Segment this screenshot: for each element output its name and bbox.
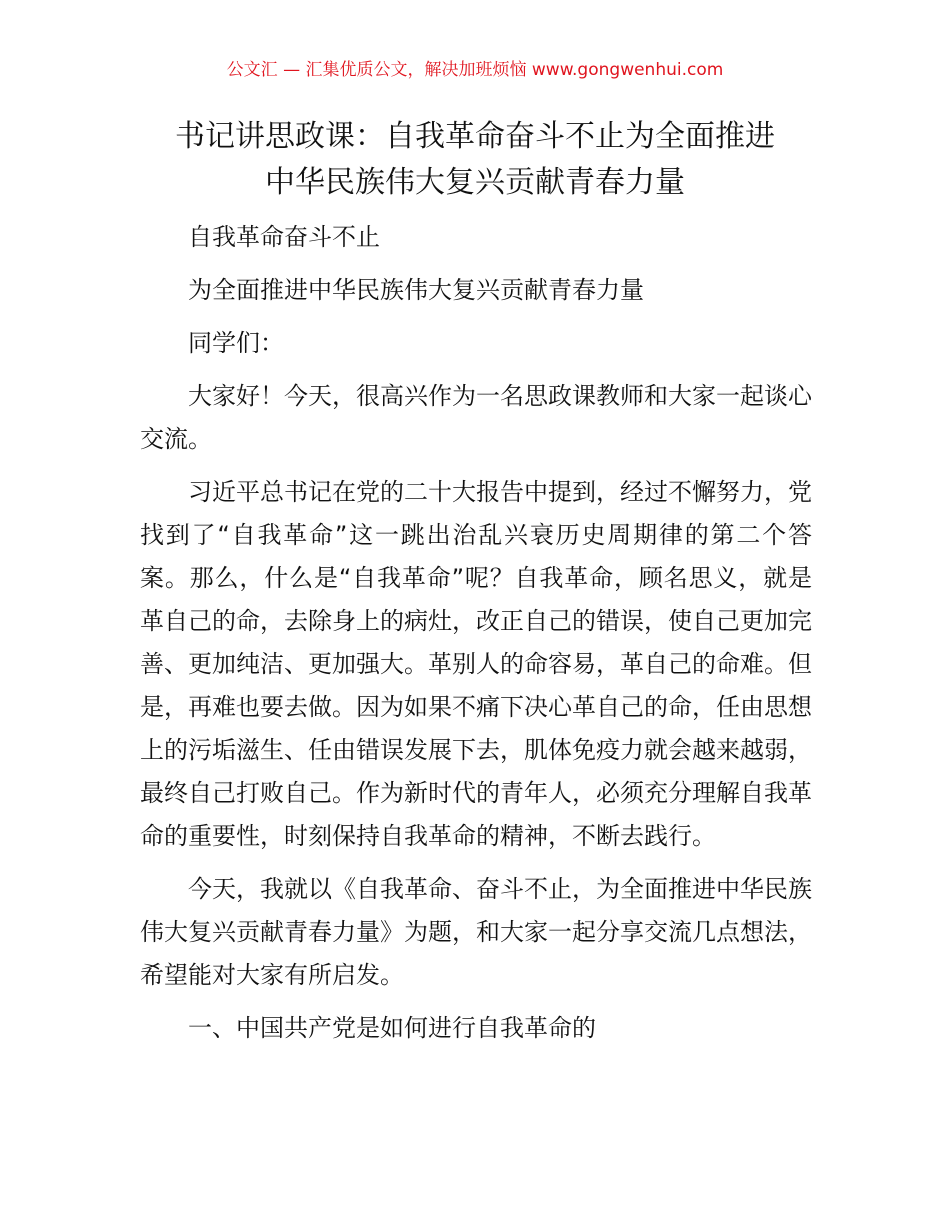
title-line-2: 中华民族伟大复兴贡献青春力量: [265, 165, 685, 200]
salutation: 同学们：: [188, 329, 284, 357]
body-paragraph: 习近平总书记在党的二十大报告中提到，经过不懈努力，党找到了“自我革命”这一跳出治乱兴衰历史周期律的第二个答案。那么，什么是“自我革命”呢？自我革命，顾名思义，就是革自己的命，去除身上的病灶，改正自己的错误，使自己更加完善、更加纯洁、更加强大。革别人的命容易，革自己的命难。但是，再难也要去做。因为如果不痛下决心革自己的命，任由思想上的污垢滋生、任由错误发展下去，肌体免疫力就会越来越弱，最终自己打败自己。作为新时代的青年人，必须充分理解自我革命的重要性，时刻保持自我革命的精神，不断去践行。: [140, 478, 812, 850]
subtitle-line-1: 自我革命奋斗不止: [188, 223, 380, 251]
subtitle-line-2: 为全面推进中华民族伟大复兴贡献青春力量: [188, 276, 644, 304]
document-title: [70, 114, 880, 206]
body-paragraph: 大家好！今天，很高兴作为一名思政课教师和大家一起谈心交流。: [140, 382, 812, 453]
section-heading: 一、中国共产党是如何进行自我革命的: [188, 1014, 596, 1042]
document-body: [140, 216, 812, 1060]
header-banner: 公文汇 — 汇集优质公文，解决加班烦恼 www.gongwenhui.com: [226, 60, 724, 80]
body-paragraph: 今天，我就以《自我革命、奋斗不止，为全面推进中华民族伟大复兴贡献青春力量》为题，和大家一起分享交流几点想法，希望能对大家有所启发。: [140, 875, 812, 989]
title-line-1: 书记讲思政课：自我革命奋斗不止为全面推进: [175, 119, 775, 154]
